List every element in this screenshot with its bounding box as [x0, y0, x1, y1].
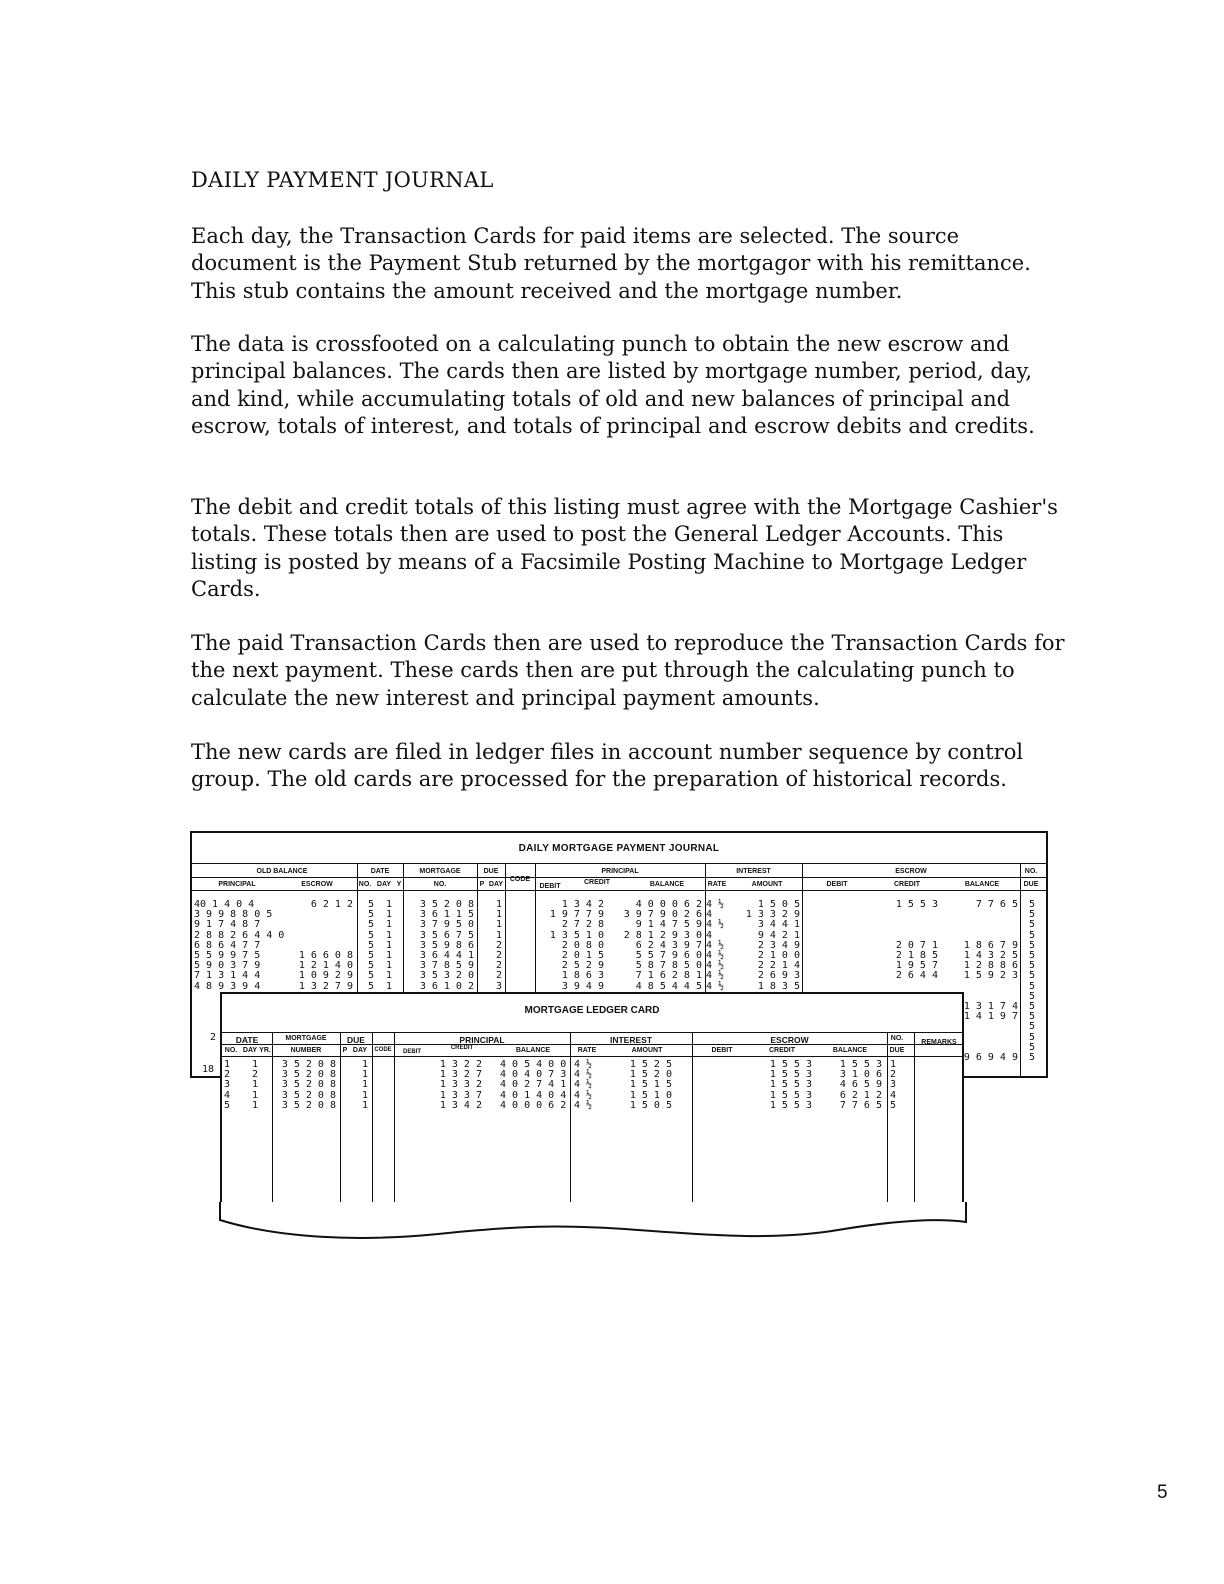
interest-amount-column: 1 5 0 5 1 3 3 2 9 3 4 4 1 9 4 2 1 2 3 4 9 2 1 0 0 2 2 1 4 2 6 9 3 1 8 3 5: [745, 899, 800, 992]
header-mortgage: MORTGAGE: [419, 868, 461, 875]
ledger-torn-edge: [218, 1200, 968, 1245]
ledger-escrow-balance-column: 1 5 5 3 3 1 0 6 4 6 5 9 6 2 1 2 7 7 6 5: [839, 1059, 882, 1111]
subheader-principal-balance: BALANCE: [649, 881, 685, 888]
subheader-mortgage-no: NO.: [433, 881, 447, 888]
principal-balance-column: 4 0 0 0 6 2 3 9 7 9 0 2 6 9 1 4 7 5 9 2 8 1 2 9 3 0 6 2 4 3 9 7 5 5 7 9 6 0 5 8 7 8 5 0 7 1 6 2 8 1 4 8 5 4 4 5: [623, 899, 702, 992]
paragraph-1: Each day, the Transaction Cards for paid items are selected. The source document is the Payment Stub returned by the mortgagor with his remittance. This stub contains the amount received and the mortgage number.: [191, 224, 1031, 303]
old-escrow-column: 6 2 1 2 1 6 6 0 8 1 2 1 4 0 1 0 9 2 9 1 3 2 7 9: [298, 899, 353, 992]
header-no: NO.: [1024, 868, 1038, 875]
ledger-sub-p: P: [342, 1047, 348, 1054]
ledger-sub-credit: CREDIT: [450, 1045, 474, 1051]
paragraph-3: The debit and credit totals of this listing must agree with the Mortgage Cashier's totals. These totals then are used to post the General Ledger Accounts. This listing is posted by means of a Facsimile Posting Machine to Mortgage Ledger Cards.: [191, 495, 1058, 601]
ledger-date-day-column: 1 2 1 1 1: [251, 1059, 258, 1111]
mortgage-no-column: 3 5 2 0 8 3 6 1 1 5 3 7 9 5 0 3 5 6 7 5 3 5 9 8 6 3 6 4 4 1 3 7 8 5 9 3 5 3 2 0 3 6 1 0 2: [419, 899, 474, 992]
page-heading: DAILY PAYMENT JOURNAL: [191, 168, 494, 192]
header-escrow: ESCROW: [895, 868, 927, 875]
ledger-divider: [394, 1032, 395, 1215]
header-code: CODE: [509, 876, 531, 883]
ledger-sub-escrow-balance: BALANCE: [832, 1047, 868, 1054]
paragraph-2: The data is crossfooted on a calculating punch to obtain the new escrow and principal balances. The cards then are listed by mortgage number, period, day, and kind, while accumulating totals of old and new balances of principal and escrow, totals of interest, and totals of principal and escrow debits and credits.: [191, 332, 1035, 438]
ledger-interest-amount-column: 1 5 2 5 1 5 2 0 1 5 1 5 1 5 1 0 1 5 0 5: [629, 1059, 672, 1111]
rate-column: 4 ½ 4 4 ½ 4 4 ½ 4 ½ 4 ½ 4 ½ 4 ½: [706, 899, 725, 992]
subheader-p: P: [479, 881, 485, 888]
subheader-due: DUE: [1023, 881, 1039, 888]
ledger-rule: [222, 1032, 962, 1033]
date-day-column: 1 1 1 1 1 1 1 1 1: [385, 899, 392, 992]
subheader-day: DAY: [376, 881, 392, 888]
subheader-principal: PRINCIPAL: [218, 881, 256, 888]
ledger-escrow-credit-column: 1 5 5 3 1 5 5 3 1 5 5 3 1 5 5 3 1 5 5 3: [769, 1059, 812, 1111]
ledger-no-due-column: 1 2 3 4 5: [890, 1059, 897, 1111]
ledger-sub-amount: AMOUNT: [631, 1047, 663, 1054]
ledger-sub-day: DAY: [242, 1047, 258, 1054]
journal-title: DAILY MORTGAGE PAYMENT JOURNAL: [518, 843, 720, 854]
principal-credit-column: 1 3 4 2 1 9 7 7 9 2 7 2 8 1 3 5 1 0 2 0 8 0 2 0 1 5 2 5 2 9 1 8 6 3 3 9 4 9: [549, 899, 604, 992]
journal-rule: [192, 890, 1046, 891]
ledger-header-due: DUE: [347, 1035, 365, 1045]
ledger-divider: [272, 1032, 273, 1215]
ledger-divider: [692, 1032, 693, 1215]
subheader-amount: AMOUNT: [751, 881, 783, 888]
ledger-sub-no: NO.: [224, 1047, 238, 1054]
paragraph-4: The paid Transaction Cards then are used to reproduce the Transaction Cards for the next payment. These cards then are put through the calculating punch to calculate the new interest and principal payment amounts.: [191, 631, 1065, 710]
ledger-header-no: NO.: [890, 1035, 904, 1042]
ledger-sub-escrow-credit: CREDIT: [768, 1047, 796, 1054]
old-principal-column: 40 1 4 0 4 3 9 9 8 8 0 5 9 1 7 4 8 7 2 8 8 2 6 4 4 0 6 8 6 4 7 7 5 5 9 9 7 5 5 9 0 3 7 9 7 1 3 1 4 4 4 8 9 3 9 4: [194, 899, 285, 992]
ledger-sub-yr: YR.: [259, 1047, 271, 1054]
header-date: DATE: [370, 868, 390, 875]
page-number: 5: [1157, 1482, 1168, 1503]
ledger-divider: [887, 1032, 888, 1215]
ledger-header-date: DATE: [235, 1035, 259, 1045]
ledger-sub-code: CODE: [374, 1047, 392, 1053]
ledger-sub-debit: DEBIT: [403, 1049, 421, 1055]
ledger-date-no-column: 1 2 3 4 5: [224, 1059, 231, 1111]
subheader-escrow-credit: CREDIT: [893, 881, 921, 888]
due-day-column: 1 1 1 1 2 2 2 2 3: [495, 899, 502, 992]
mortgage-ledger-card: [220, 992, 964, 1217]
ledger-sub-rate: RATE: [577, 1047, 597, 1054]
header-principal: PRINCIPAL: [601, 868, 639, 875]
ledger-divider: [340, 1032, 341, 1215]
ledger-title: MORTGAGE LEDGER CARD: [524, 1005, 660, 1016]
subheader-principal-credit: CREDIT: [583, 879, 611, 886]
subheader-escrow-debit: DEBIT: [826, 881, 848, 888]
ledger-principal-credit-column: 1 3 2 2 1 3 2 7 1 3 3 2 1 3 3 7 1 3 4 2: [439, 1059, 482, 1111]
date-no-column: 5 5 5 5 5 5 5 5 5: [367, 899, 374, 992]
no-due-column: 5 5 5 5 5 5 5 5 5 5 5 5 5 5 5 5: [1028, 899, 1035, 1064]
ledger-sub-number: NUMBER: [290, 1047, 322, 1054]
header-interest: INTEREST: [736, 868, 771, 875]
subheader-escrow: ESCROW: [301, 881, 333, 888]
ledger-sub-due-day: DAY: [352, 1047, 368, 1054]
ledger-rule: [222, 1056, 962, 1057]
ledger-due-day-column: 1 1 1 1 1: [361, 1059, 368, 1111]
ledger-sub-due: DUE: [889, 1047, 905, 1054]
subheader-date-no: NO.: [358, 881, 372, 888]
subheader-rate: RATE: [707, 881, 727, 888]
ledger-header-principal: PRINCIPAL: [459, 1035, 505, 1045]
subheader-escrow-balance: BALANCE: [964, 881, 1000, 888]
ledger-divider: [372, 1032, 373, 1215]
subheader-principal-debit: DEBIT: [539, 883, 561, 890]
ledger-divider: [914, 1032, 915, 1215]
subheader-y: Y: [396, 881, 402, 888]
ledger-principal-balance-column: 4 0 5 4 0 0 4 0 4 0 7 3 4 0 2 7 4 1 4 0 1 4 0 4 4 0 0 0 6 2: [500, 1059, 567, 1111]
header-due: DUE: [483, 868, 499, 875]
ledger-sub-escrow-debit: DEBIT: [711, 1047, 733, 1054]
ledger-sub-balance: BALANCE: [515, 1047, 551, 1054]
ledger-header-escrow: ESCROW: [770, 1035, 809, 1045]
paragraph-5: The new cards are filed in ledger files in account number sequence by control group. The old cards are processed for the preparation of historical records.: [191, 740, 1024, 792]
escrow-credit-column: 1 5 5 3 2 0 7 1 2 1 8 5 1 9 5 7 2 6 4 4: [895, 899, 938, 982]
ledger-rate-column: 4 ½ 4 ½ 4 ½ 4 ½ 4 ½: [574, 1059, 593, 1111]
ledger-mortgage-number-column: 3 5 2 0 8 3 5 2 0 8 3 5 2 0 8 3 5 2 0 8 3 5 2 0 8: [281, 1059, 336, 1111]
ledger-header-interest: INTEREST: [609, 1035, 653, 1045]
ledger-divider: [570, 1032, 571, 1215]
ledger-header-remarks: REMARKS: [921, 1039, 957, 1046]
journal-rule: [192, 877, 1046, 878]
ledger-header-mortgage: MORTGAGE: [285, 1035, 327, 1042]
edge-mark: 2: [210, 1032, 217, 1043]
header-old-balance: OLD BALANCE: [256, 868, 308, 875]
escrow-balance-column: 7 7 6 5 1 8 6 7 9 1 4 3 2 5 1 2 8 8 6 1 5 9 2 3 1 3 1 7 4 1 4 1 9 7 9 6 9 4 9: [963, 899, 1018, 1064]
journal-rule: [192, 863, 1046, 864]
journal-divider: [1020, 863, 1021, 1076]
subheader-due-day: DAY: [488, 881, 504, 888]
edge-mark: 18: [202, 1064, 215, 1075]
